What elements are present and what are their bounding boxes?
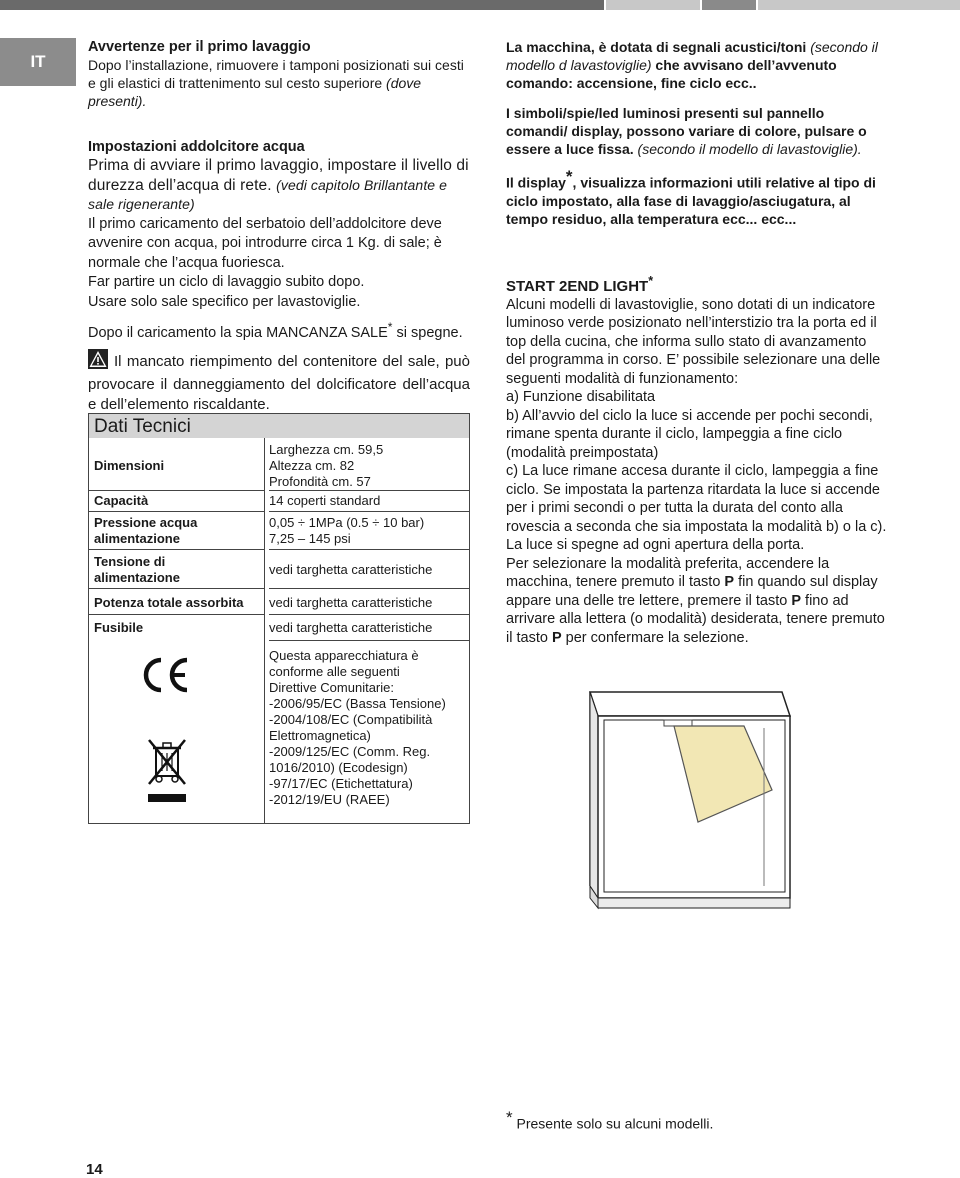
dishwasher-light-illustration — [586, 686, 800, 935]
select-mode-text: Per selezionare la modalità preferita, accendere la macchina, tenere premuto il tasto P fin quando sul display appare una delle tre lettere, premere il tasto P fino ad arrivare alla lettera (o modalità) desiderata, tenere premuto il tasto P per confermare la selezione. — [506, 555, 885, 646]
top-color-bar — [0, 0, 960, 10]
dimension-depth: Profondità cm. 57 — [269, 474, 371, 489]
footnote: * Presente solo su alcuni modelli. — [506, 1108, 714, 1132]
led-symbols-text: I simboli/spie/led luminosi presenti sul pannello comandi/ display, possono variare di colore, pulsare o essere a luce fissa. (secondo il modello di lavastoviglie). — [506, 105, 867, 157]
row-divider — [269, 640, 469, 641]
softener-text-1: Prima di avviare il primo lavaggio, impostare il livello di durezza dell’acqua di rete. (vedi capitolo Brillantante e sale rigenerante) — [88, 157, 469, 212]
acoustic-signals-text: La macchina, è dotata di segnali acustici/toni (secondo il modello d lavastoviglie) che avvisano dell’avvenuto comando: accensione, fine ciclo ecc.. — [506, 39, 878, 91]
first-wash-section — [88, 38, 470, 110]
door-off-text: La luce si spegne ad ogni apertura della porta. — [506, 537, 805, 554]
softener-section — [88, 138, 470, 415]
right-column — [506, 38, 889, 647]
dimension-width: Larghezza cm. 59,5 — [269, 442, 384, 457]
left-column — [88, 38, 470, 415]
voltage-value: vedi targhetta caratteristiche — [269, 562, 433, 577]
power-value: vedi targhetta caratteristiche — [269, 595, 433, 610]
crossed-bin-icon — [145, 738, 189, 808]
softener-text-4: Usare solo sale specifico per lavastoviglie. — [88, 293, 361, 310]
row-divider — [269, 588, 469, 589]
end-light-intro: Alcuni modelli di lavastoviglie, sono dotati di un indicatore luminoso verde posizionato nell’interstizio tra la porta ed il top della cucina, che informa sullo stato di avanzamento del programma in corso. E’ possibile selezionare una delle seguenti modalità di funzionamento: — [506, 296, 881, 387]
row-divider — [269, 549, 469, 550]
tech-table-title: Dati Tecnici — [89, 414, 469, 438]
language-tab: IT — [0, 38, 76, 86]
ce-mark-icon — [141, 656, 191, 698]
pressure-value-1: 0,05 ÷ 1MPa (0.5 ÷ 10 bar) — [269, 515, 425, 530]
display-info-text: Il display*, visualizza informazioni utili relative al tipo di ciclo impostato, alla fase di lavaggio/asciugatura, al tempo residuo, alla temperatura ecc... ecc... — [506, 167, 876, 227]
softener-title: Impostazioni addolcitore acqua — [88, 139, 305, 155]
fuses-label: Fusibile — [94, 620, 144, 635]
dimension-height: Altezza cm. 82 — [269, 458, 355, 473]
pressure-label-1: Pressione acqua — [94, 515, 198, 530]
row-divider — [89, 549, 264, 550]
softener-text-5: Dopo il caricamento la spia MANCANZA SALE* si spegne. — [88, 320, 463, 341]
end-light-title: START 2END LIGHT* — [506, 273, 654, 295]
row-divider — [269, 614, 469, 615]
voltage-label-1: Tensione di — [94, 554, 166, 569]
row-divider — [89, 511, 264, 512]
power-label: Potenza totale assorbita — [94, 595, 244, 610]
capacity-value: 14 coperti standard — [269, 493, 381, 508]
warning-icon — [88, 349, 108, 375]
row-divider — [269, 511, 469, 512]
pressure-label-2: alimentazione — [94, 531, 180, 546]
row-divider — [89, 490, 264, 491]
mode-b: b) All’avvio del ciclo la luce si accende per pochi secondi, rimane spenta durante il ciclo, lampeggia a fine ciclo (modalità preimpostata) — [506, 407, 873, 461]
row-divider — [269, 490, 469, 491]
voltage-label-2: alimentazione — [94, 570, 180, 585]
first-wash-title: Avvertenze per il primo lavaggio — [88, 39, 311, 55]
mode-a: a) Funzione disabilitata — [506, 389, 656, 406]
directives-text: Questa apparecchiatura è conforme alle seguenti Direttive Comunitarie: -2006/95/EC (Bassa Tensione) -2004/108/EC (Compatibilità Elettromagnetica) -2009/125/EC (Comm. Reg. 1016/2010) (Ecodesign) -97/17/EC (Etichettatura) -2012/19/EU (RAEE) — [269, 648, 446, 807]
page-number: 14 — [86, 1161, 103, 1178]
pressure-value-2: 7,25 – 145 psi — [269, 531, 351, 546]
dimensions-label: Dimensioni — [94, 458, 165, 473]
softener-text-2: Il primo caricamento del serbatoio dell’addolcitore deve avvenire con acqua, poi introdurre circa 1 Kg. di sale; è normale che l’acqua fuoriesca. — [88, 215, 442, 271]
row-divider — [89, 588, 264, 589]
softener-text-3: Far partire un ciclo di lavaggio subito dopo. — [88, 274, 365, 290]
salt-warning: Il mancato riempimento del contenitore del sale, può provocare il danneggiamento del dolcificatore dell’acqua e dell’elemento riscaldante. — [88, 349, 470, 415]
tech-column-divider — [264, 438, 265, 823]
fuses-value: vedi targhetta caratteristiche — [269, 620, 433, 635]
row-divider — [89, 614, 264, 615]
capacity-label: Capacità — [94, 493, 149, 508]
end-light-section — [506, 272, 889, 648]
first-wash-text: Dopo l’installazione, rimuovere i tamponi posizionati sui cesti e gli elastici di trattenimento sul cesto superiore (dove presenti). — [88, 57, 464, 109]
technical-data-table — [88, 413, 470, 824]
mode-c: c) La luce rimane accesa durante il ciclo, lampeggia a fine ciclo. Se impostata la partenza ritardata la luce si accende per i primi secondi o per tutta la durata del conto alla rovescia a seconda che sia impostata la modalità b) o la c). — [506, 463, 887, 535]
